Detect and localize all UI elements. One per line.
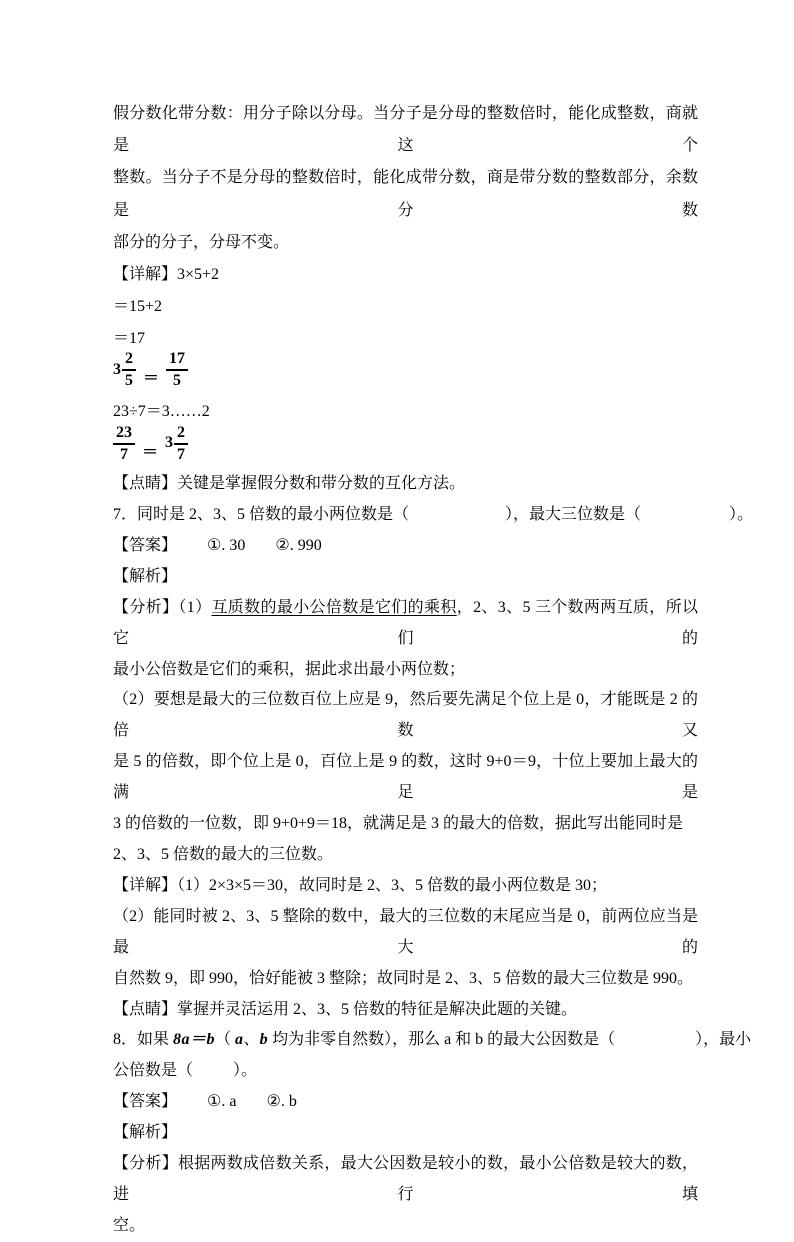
- q7-detail-line: （2）能同时被 2、3、5 整除的数中，最大的三位数的末尾应当是 0，前两位应当是最大的: [113, 907, 698, 956]
- equals-sign: ＝: [142, 443, 159, 461]
- division-remainder-line: 23÷7＝3……2: [113, 402, 210, 420]
- q7-detail-line: 【详解】（1）2×3×5＝30，故同时是 2、3、5 倍数的最小两位数是 30；: [113, 876, 608, 894]
- variable-a: a: [235, 1031, 244, 1049]
- fraction-denominator: 5: [173, 371, 182, 389]
- q7-tip-line: 【点睛】掌握并灵活运用 2、3、5 倍数的特征是解决此题的关键。: [113, 1000, 578, 1018]
- question-text: （: [215, 1031, 236, 1049]
- fraction-denominator: 7: [120, 445, 128, 463]
- method-line: 整数。当分子不是分母的整数倍时，能化成带分数，商是带分数的整数部分，余数是分数: [113, 169, 698, 219]
- fraction: [122, 350, 136, 390]
- q7-analysis-line: 是 5 的倍数，即个位上是 0，百位上是 9 的数，这时 9+0＝9，十位上要加上最大的满足是: [113, 753, 698, 802]
- answer-item: ①. 30: [207, 536, 246, 554]
- whole-number: 3: [165, 433, 174, 451]
- equals-sign: ＝: [143, 369, 160, 387]
- calc-step-line: ＝17: [113, 330, 146, 348]
- analysis-text: ，2、3、5 三个数两两互质，所以它们的: [113, 598, 698, 647]
- question-text: ），最大三位数是（: [505, 506, 642, 524]
- q7-analysis-line: [113, 593, 698, 655]
- fraction-denominator: 5: [125, 371, 133, 389]
- q8-analysis-line: 【分析】根据两数成倍数关系，最大公因数是较小的数，最小公倍数是较大的数，进行填: [113, 1155, 698, 1203]
- question6-solution-section: [113, 98, 698, 500]
- fraction-numerator: 2: [122, 350, 136, 371]
- fraction: [166, 350, 188, 390]
- answer-item: ①. a: [207, 1093, 237, 1111]
- answer-blank: [615, 1043, 695, 1044]
- question-text: ）。: [729, 506, 754, 524]
- question-text: 8．如果: [113, 1031, 174, 1049]
- method-line: 部分的分子，分母不变。: [113, 233, 290, 251]
- whole-number: 3: [113, 360, 121, 378]
- method-line: 假分数化带分数：用分子除以分母。当分子是分母的整数倍时，能化成整数，商就是这个: [113, 105, 698, 155]
- mixed-to-improper-equation: [113, 346, 698, 390]
- analysis-heading: 【解析】: [113, 1124, 178, 1142]
- answer-blank: [193, 1074, 233, 1075]
- q7-analysis-line: 3 的倍数的一位数，即 9+0+9＝18，就满足是 3 的最大的倍数，据此写出能同时是: [113, 815, 684, 833]
- fraction: [174, 424, 188, 464]
- analysis-heading: 【解析】: [113, 567, 178, 585]
- q7-question-line: [113, 500, 754, 531]
- fraction-numerator: 2: [174, 424, 188, 445]
- question-text: 7．同时是 2、3、5 倍数的最小两位数是（: [113, 506, 410, 524]
- page-content: [113, 98, 754, 1242]
- tip-line: 【点睛】关键是掌握假分数和带分数的互化方法。: [113, 474, 466, 492]
- q8-analysis-line: 空。: [113, 1216, 146, 1234]
- answer-blank: [641, 518, 729, 519]
- detail-label-line: 【详解】3×5+2: [113, 266, 220, 284]
- q8-question-line: [113, 1025, 752, 1056]
- q8-answer-line: [113, 1087, 698, 1118]
- answer-item: ②. 990: [275, 536, 322, 554]
- q7-analysis-line: 2、3、5 倍数的最大的三位数。: [113, 846, 334, 863]
- q8-question-line: [113, 1056, 698, 1087]
- equation-text: 8a＝b: [173, 1031, 216, 1049]
- fraction-numerator: 23: [113, 424, 135, 445]
- analysis-text: 【分析】（1）: [113, 598, 212, 616]
- q7-analysis-line: 最小公倍数是它们的乘积，据此求出最小两位数；: [113, 660, 466, 678]
- fraction-denominator: 7: [177, 445, 186, 463]
- fraction: [113, 424, 135, 464]
- question-text: 公倍数是（: [113, 1062, 194, 1080]
- question-text: ），最小: [695, 1031, 752, 1049]
- question-text: 均为非零自然数），那么 a 和 b 的最大公因数是（: [268, 1031, 616, 1049]
- fraction-numerator: 17: [166, 350, 188, 371]
- q7-answer-line: [113, 531, 698, 562]
- q7-analysis-line: （2）要想是最大的三位数百位上应是 9，然后要先满足个位上是 0，才能既是 2 的倍数又: [113, 691, 698, 740]
- question-text: ）。: [233, 1062, 258, 1080]
- answer-label: 【答案】: [113, 536, 178, 554]
- variable-b: b: [259, 1031, 269, 1049]
- calc-step-line: ＝15+2: [113, 298, 163, 316]
- answer-item: ②. b: [266, 1093, 297, 1111]
- answer-blank: [409, 518, 505, 519]
- questions-section: [113, 500, 754, 1242]
- underlined-text: 互质数的最小公倍数是它们的乘积: [211, 598, 457, 616]
- answer-label: 【答案】: [113, 1093, 178, 1111]
- q7-detail-line: 自然数 9，即 990，恰好能被 3 整除；故同时是 2、3、5 倍数的最大三位数是 990。: [113, 969, 694, 987]
- question-text: 、: [243, 1031, 260, 1049]
